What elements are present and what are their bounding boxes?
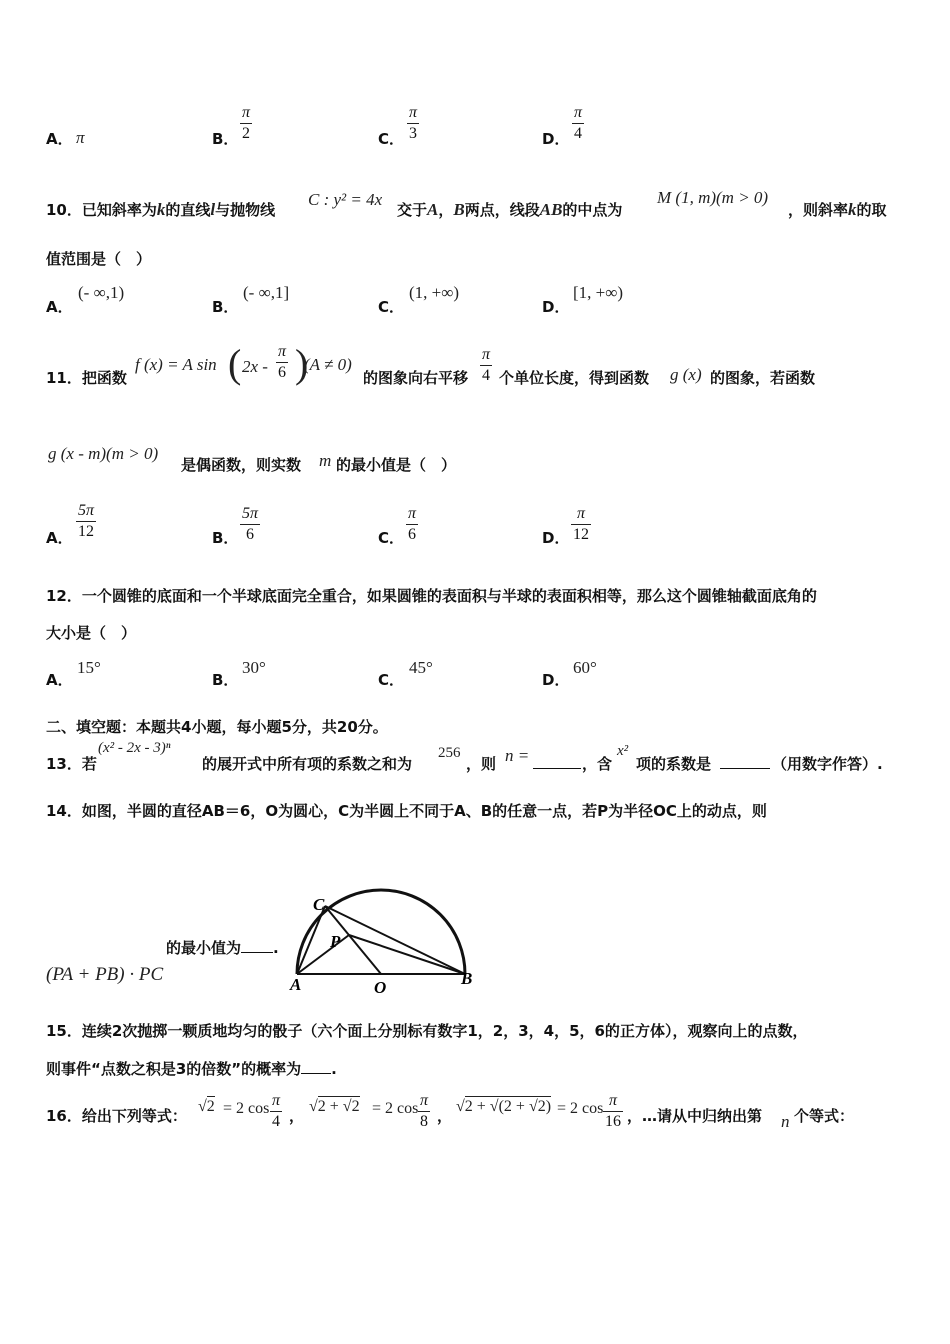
q16-eq2-right: = 2 cos [372, 1100, 419, 1117]
q11-option-c-label: C． [378, 529, 405, 547]
q11-option-a-label: A． [46, 529, 73, 547]
q12-option-b-label: B． [212, 671, 239, 689]
q9-option-a-label: A． [46, 130, 73, 148]
q16-eq3-fraction: π 16 [605, 1092, 621, 1130]
segment-pb [349, 935, 465, 974]
q12-option-b-value: 30° [242, 658, 266, 677]
q15-blank[interactable] [301, 1059, 331, 1074]
q11-condition: (A ≠ 0) [304, 355, 352, 374]
q10-option-d-value: [1, +∞) [573, 283, 624, 302]
q10-midpoint: M (1, m)(m > 0) [657, 188, 769, 207]
q11-option-a-fraction: 5π 12 [78, 502, 95, 540]
q11-option-b-label: B． [212, 529, 239, 547]
q10-option-b-label: B． [212, 298, 239, 316]
q11-g: g (x) [670, 365, 702, 384]
q10-option-c-label: C． [378, 298, 405, 316]
q11-g-shifted: g (x - m)(m > 0) [48, 444, 159, 463]
segment-cb [325, 906, 465, 974]
q9-option-c-label: C． [378, 130, 405, 148]
q11-shift-fraction: π 4 [482, 346, 491, 384]
q10-option-a-label: A． [46, 298, 73, 316]
q13-number: 13． [46, 755, 82, 773]
q12-option-c-value: 45° [409, 658, 433, 677]
q9-option-d-fraction: π 4 [574, 104, 583, 142]
q11-option-d-label: D． [542, 529, 570, 547]
q10-option-c-value: (1, +∞) [409, 283, 460, 302]
q13-x2: x² [617, 743, 629, 759]
q10-option-d-label: D． [542, 298, 570, 316]
q10-parabola: C : y² = 4x [308, 190, 383, 209]
q14-expression: (PA + PB) · PC [46, 964, 164, 985]
q10-option-a-value: (- ∞,1) [78, 283, 125, 302]
q11-phase-fraction: π 6 [278, 343, 287, 381]
q10-line2: 值范围是（ ） [46, 250, 152, 268]
q12-option-a-label: A． [46, 671, 73, 689]
q14-blank[interactable] [241, 938, 273, 953]
q12-option-d-label: D． [542, 671, 570, 689]
q9-option-d-label: D． [542, 130, 570, 148]
section-2-title: 二、填空题：本题共4小题，每小题5分，共20分。 [46, 718, 388, 736]
q16-n: n [781, 1112, 790, 1131]
q16-eq3-left: √2 + √(2 + √2) [456, 1098, 552, 1115]
semicircle-figure [285, 878, 485, 998]
label-o: O [374, 978, 387, 997]
q9-option-b-fraction: π 2 [242, 104, 251, 142]
q12-line2: 大小是（ ） [46, 624, 137, 642]
q9-option-a-value: π [76, 128, 85, 147]
q9-option-c-fraction: π 3 [409, 104, 418, 142]
q11-option-d-fraction: π 12 [573, 505, 589, 543]
q11-m: m [319, 451, 332, 470]
label-a: A [290, 975, 302, 994]
q10-text: 已知斜率为 [81, 201, 157, 219]
q16-eq1-right: = 2 cos [223, 1100, 270, 1117]
q13-blank-2[interactable] [720, 768, 770, 769]
q16-eq2-left: √2 + √2 [309, 1098, 360, 1115]
q12-option-c-label: C． [378, 671, 405, 689]
label-p: P [330, 932, 341, 951]
q16-eq3-right: = 2 cos [557, 1100, 604, 1117]
q14-number: 14． [46, 802, 82, 820]
q13-expression: (x² - 2x - 3)ⁿ [98, 740, 171, 756]
q16-eq1-left: √2 [198, 1098, 215, 1115]
q11-function-head: f (x) = A sin [135, 355, 217, 374]
q9-option-b-label: B． [212, 130, 239, 148]
q10-number: 10． [46, 201, 82, 219]
q11-option-c-fraction: π 6 [408, 505, 417, 543]
q10-option-b-value: (- ∞,1] [243, 283, 290, 302]
label-b: B [461, 969, 473, 988]
q12-option-a-value: 15° [77, 658, 101, 677]
q13-blank-1[interactable] [533, 768, 581, 769]
q11-number: 11． [46, 369, 82, 387]
label-c: C [313, 895, 325, 914]
q12-number: 12． [46, 587, 82, 605]
q12-option-d-value: 60° [573, 658, 597, 677]
q13-sum: 256 [438, 745, 461, 761]
q15-number: 15． [46, 1022, 82, 1040]
q16-eq1-fraction: π 4 [272, 1092, 281, 1130]
q11-inner: 2x - [242, 357, 268, 376]
q11-option-b-fraction: 5π 6 [242, 505, 259, 543]
q13-n: n = [505, 746, 530, 765]
q16-number: 16． [46, 1107, 82, 1125]
q16-eq2-fraction: π 8 [420, 1092, 429, 1130]
